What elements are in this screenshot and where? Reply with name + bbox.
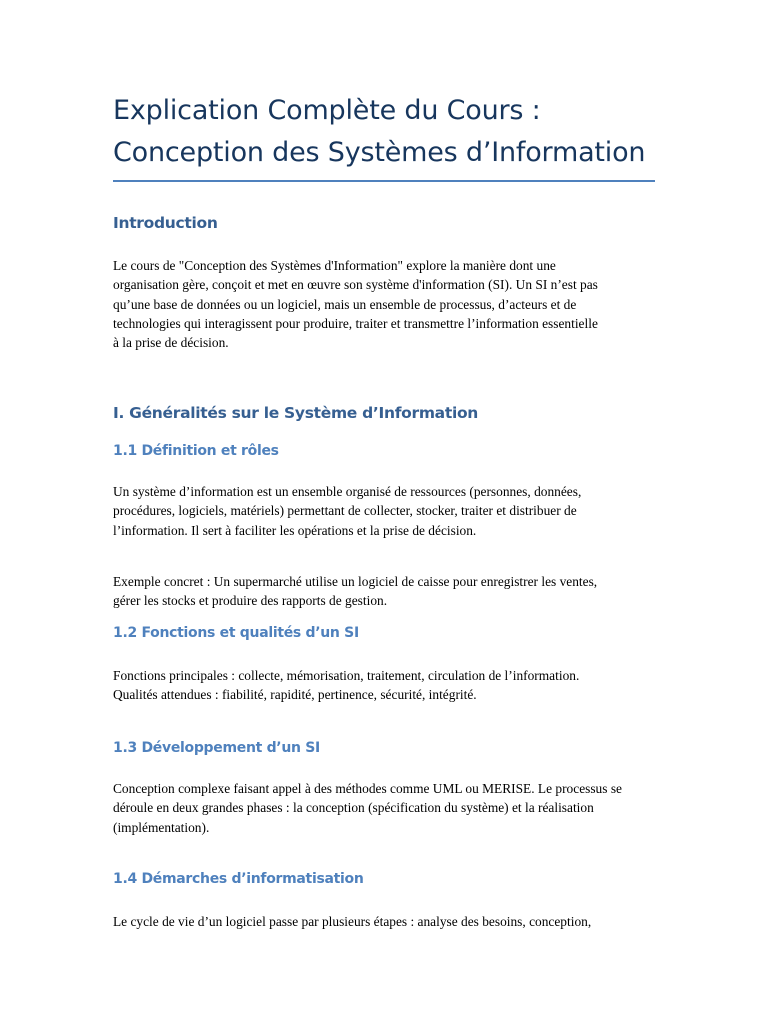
paragraph-introduction — [113, 256, 656, 352]
text-line: l’information. Il sert à faciliter les opérations et la prise de décision. — [113, 522, 477, 538]
text-line: organisation gère, conçoit et met en œuvre son système d'information (SI). Un SI n’est pas — [113, 277, 598, 293]
text-line: Conception complexe faisant appel à des méthodes comme UML ou MERISE. Le processus se — [113, 781, 622, 796]
heading-definition: 1.1 Définition et rôles — [113, 443, 279, 459]
heading-generalites: I. Généralités sur le Système d’Information — [113, 404, 479, 422]
document-page — [113, 90, 656, 929]
text-line: Fonctions principales : collecte, mémorisation, traitement, circulation de l’information. — [113, 668, 580, 683]
text-line: Le cycle de vie d’un logiciel passe par plusieurs étapes : analyse des besoins, conception, — [113, 914, 592, 929]
title-line-2: Conception des Systèmes d’Information — [113, 137, 646, 168]
title-underline-rule — [113, 180, 655, 182]
heading-demarches: 1.4 Démarches d’informatisation — [113, 871, 364, 887]
text-line: qu’une base de données ou un logiciel, mais un ensemble de processus, d’acteurs et de — [113, 296, 577, 312]
title-line-1: Explication Complète du Cours : — [113, 95, 541, 126]
text-line: Qualités attendues : fiabilité, rapidité, pertinence, sécurité, intégrité. — [113, 687, 477, 703]
paragraph-definition — [113, 482, 656, 540]
paragraph-fonctions — [113, 666, 656, 705]
text-line: Le cours de "Conception des Systèmes d'Information" explore la manière dont une — [113, 258, 556, 273]
text-line: Un système d’information est un ensemble organisé de ressources (personnes, données, — [113, 484, 582, 499]
text-line: Exemple concret : Un supermarché utilise un logiciel de caisse pour enregistrer les ventes, — [113, 574, 598, 589]
heading-introduction: Introduction — [113, 214, 218, 232]
paragraph-developpement — [113, 779, 656, 837]
text-line: technologies qui interagissent pour produire, traiter et transmettre l’information essentielle — [113, 315, 598, 331]
text-line: (implémentation). — [113, 819, 210, 835]
text-line: à la prise de décision. — [113, 335, 229, 351]
document-title — [113, 90, 656, 174]
text-line: gérer les stocks et produire des rapports de gestion. — [113, 593, 388, 609]
heading-developpement: 1.3 Développement d’un SI — [113, 740, 320, 756]
paragraph-demarches — [113, 912, 656, 931]
paragraph-example — [113, 572, 656, 611]
text-line: procédures, logiciels, matériels) permettant de collecter, stocker, traiter et distribuer de — [113, 503, 577, 519]
text-line: déroule en deux grandes phases : la conception (spécification du système) et la réalisation — [113, 800, 594, 816]
heading-fonctions: 1.2 Fonctions et qualités d’un SI — [113, 625, 359, 641]
